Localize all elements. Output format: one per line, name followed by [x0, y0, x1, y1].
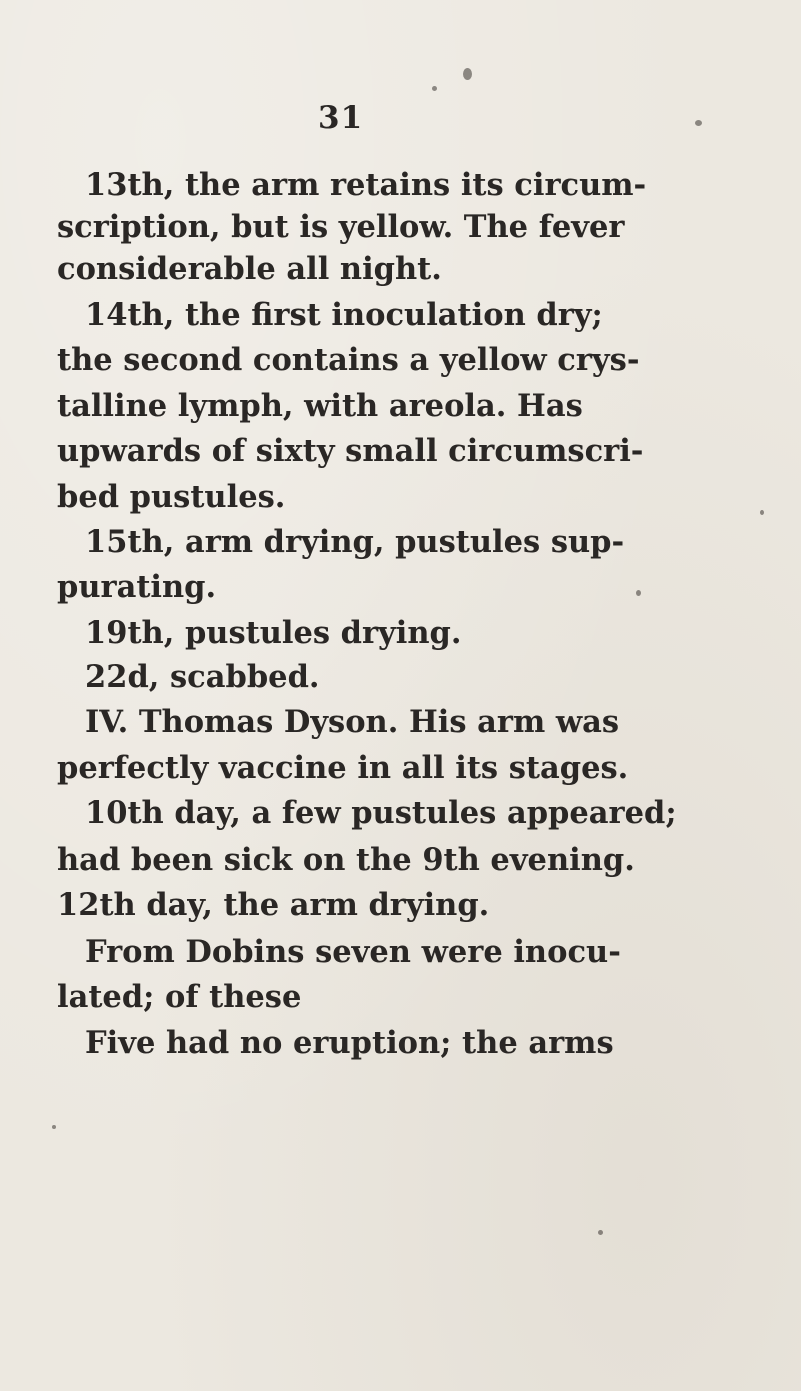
page-number: 31: [318, 100, 364, 136]
text-line: had been sick on the 9th evening.: [57, 842, 635, 878]
text-line: Five had no eruption; the arms: [85, 1025, 614, 1061]
text-line: 19th, pustules drying.: [85, 615, 462, 651]
text-line: IV. Thomas Dyson. His arm was: [85, 704, 620, 740]
text-line: 13th, the arm retains its circum-: [85, 167, 647, 203]
text-line: purating.: [57, 569, 217, 605]
text-line: considerable all night.: [57, 251, 442, 287]
text-line: perfectly vaccine in all its stages.: [57, 750, 629, 786]
text-line: scription, but is yellow. The fever: [57, 209, 625, 245]
text-line: talline lymph, with areola. Has: [57, 388, 583, 424]
text-line: the second contains a yellow crys-: [57, 342, 640, 378]
text-line: bed pustules.: [57, 479, 286, 515]
text-line: lated; of these: [57, 979, 302, 1015]
text-line: upwards of sixty small circumscri-: [57, 433, 644, 469]
text-line: 15th, arm drying, pustules sup-: [85, 524, 625, 560]
text-line: 10th day, a few pustules appeared;: [85, 795, 677, 831]
text-line: 12th day, the arm drying.: [57, 887, 490, 923]
text-line: 14th, the first inoculation dry;: [85, 297, 603, 333]
text-line: From Dobins seven were inocu-: [85, 934, 621, 970]
text-line: 22d, scabbed.: [85, 659, 320, 695]
